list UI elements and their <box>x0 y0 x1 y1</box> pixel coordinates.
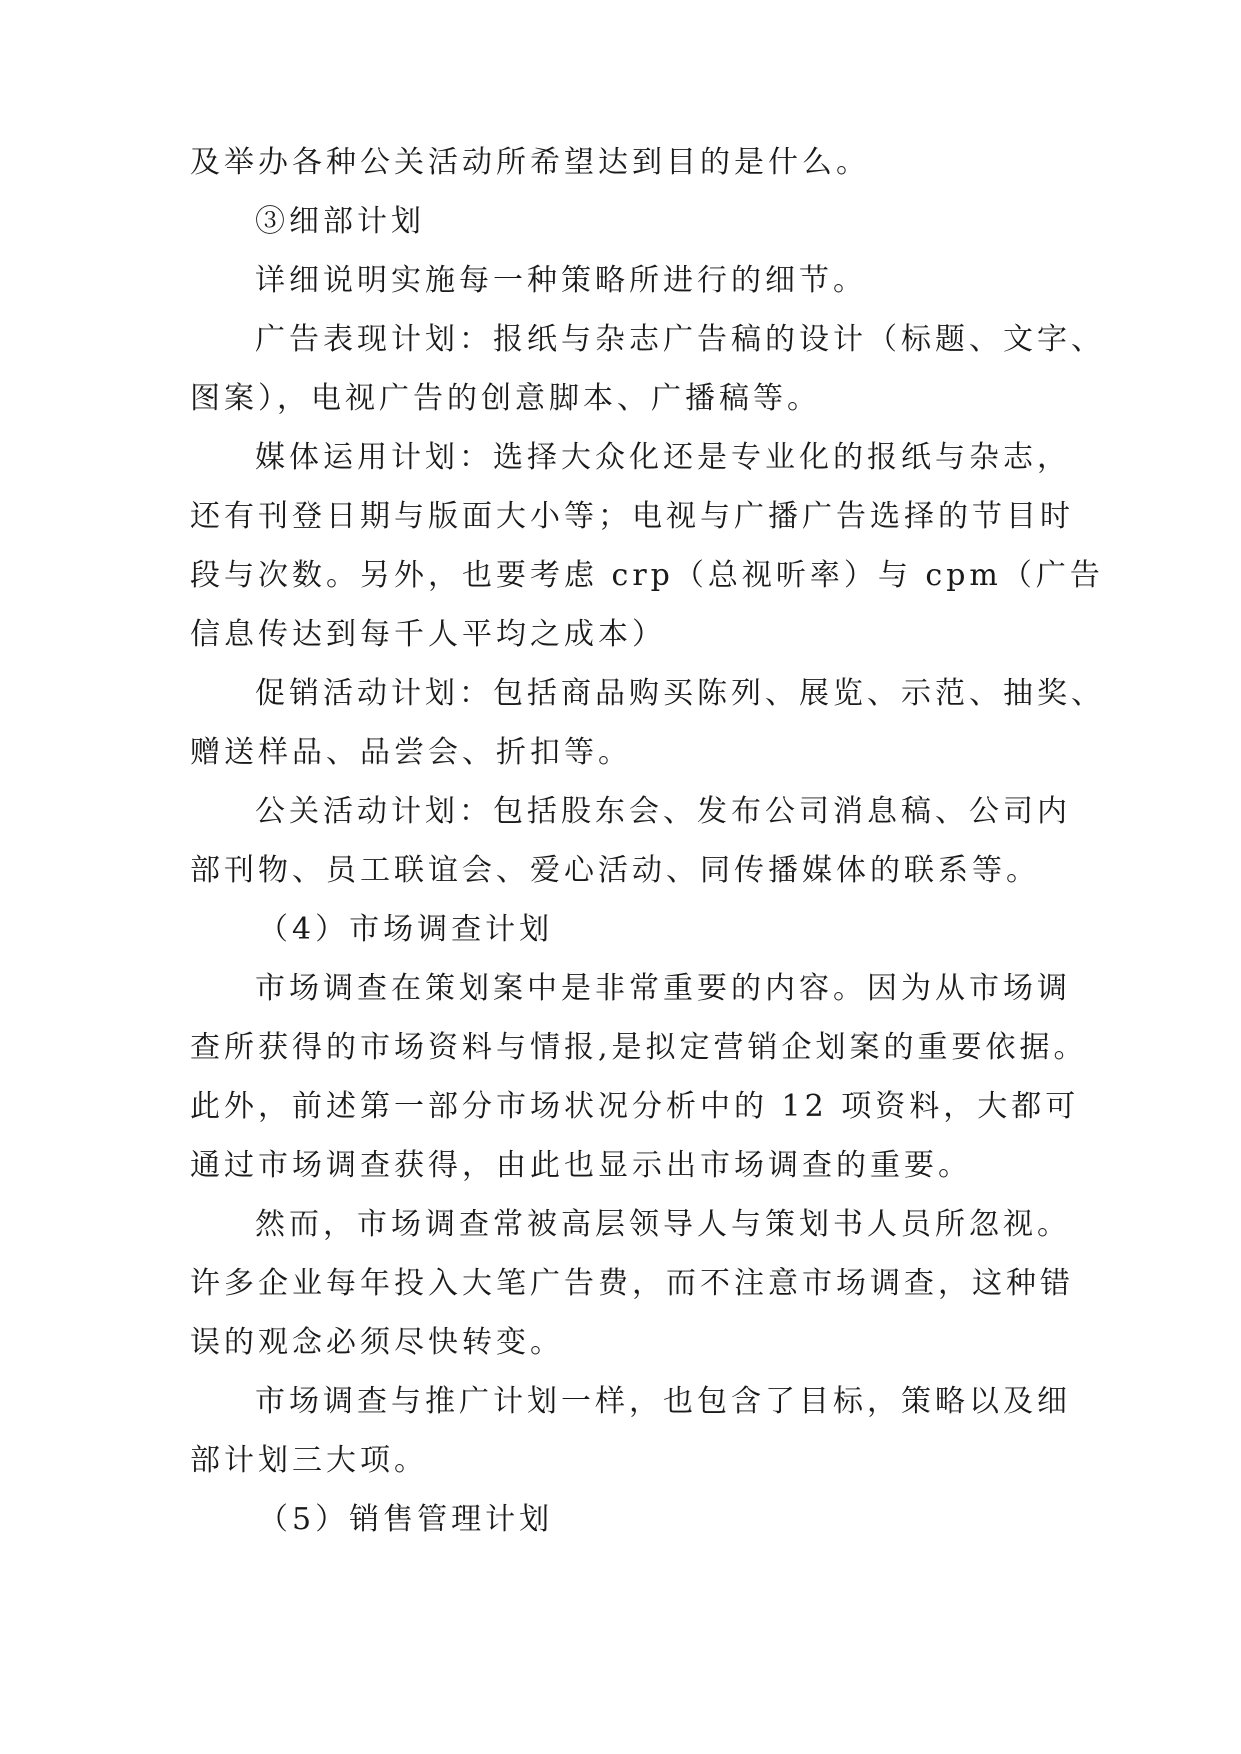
subsection-heading: ③细部计划 <box>255 204 425 239</box>
body-text-line: 媒体运用计划：选择大众化还是专业化的报纸与杂志， <box>255 440 1071 475</box>
body-text-line: 部计划三大项。 <box>190 1443 428 1478</box>
body-text-line: 此外，前述第一部分市场状况分析中的 12 项资料，大都可 <box>190 1089 1080 1124</box>
body-text-line: 信息传达到每千人平均之成本） <box>190 617 666 652</box>
body-text-line: 通过市场调查获得，由此也显示出市场调查的重要。 <box>190 1148 972 1183</box>
body-text-line: 部刊物、员工联谊会、爱心活动、同传播媒体的联系等。 <box>190 853 1040 888</box>
body-text-line: 赠送样品、品尝会、折扣等。 <box>190 735 632 770</box>
body-text-line: 许多企业每年投入大笔广告费，而不注意市场调查，这种错 <box>190 1266 1074 1301</box>
body-text-line: 查所获得的市场资料与情报,是拟定营销企划案的重要依据。 <box>190 1030 1088 1065</box>
body-text-line: 市场调查与推广计划一样，也包含了目标，策略以及细 <box>255 1384 1071 1419</box>
body-text-line: 促销活动计划：包括商品购买陈列、展览、示范、抽奖、 <box>255 676 1105 711</box>
body-text-line: 市场调查在策划案中是非常重要的内容。因为从市场调 <box>255 971 1071 1006</box>
body-text-line: 误的观念必须尽快转变。 <box>190 1325 564 1360</box>
body-text-line: 还有刊登日期与版面大小等；电视与广播广告选择的节目时 <box>190 499 1074 534</box>
body-text-line: 段与次数。另外，也要考虑 crp（总视听率）与 cpm（广告 <box>190 558 1104 593</box>
body-text-line: 然而，市场调查常被高层领导人与策划书人员所忽视。 <box>255 1207 1071 1242</box>
body-text-line: 公关活动计划：包括股东会、发布公司消息稿、公司内 <box>255 794 1071 829</box>
body-text-line: 及举办各种公关活动所希望达到目的是什么。 <box>190 145 870 180</box>
body-text-line: 图案），电视广告的创意脚本、广播稿等。 <box>190 381 821 416</box>
section-heading: （4）市场调查计划 <box>258 912 554 947</box>
section-heading: （5）销售管理计划 <box>258 1502 554 1537</box>
body-text-line: 详细说明实施每一种策略所进行的细节。 <box>255 263 867 298</box>
body-text-line: 广告表现计划：报纸与杂志广告稿的设计（标题、文字、 <box>255 322 1105 357</box>
